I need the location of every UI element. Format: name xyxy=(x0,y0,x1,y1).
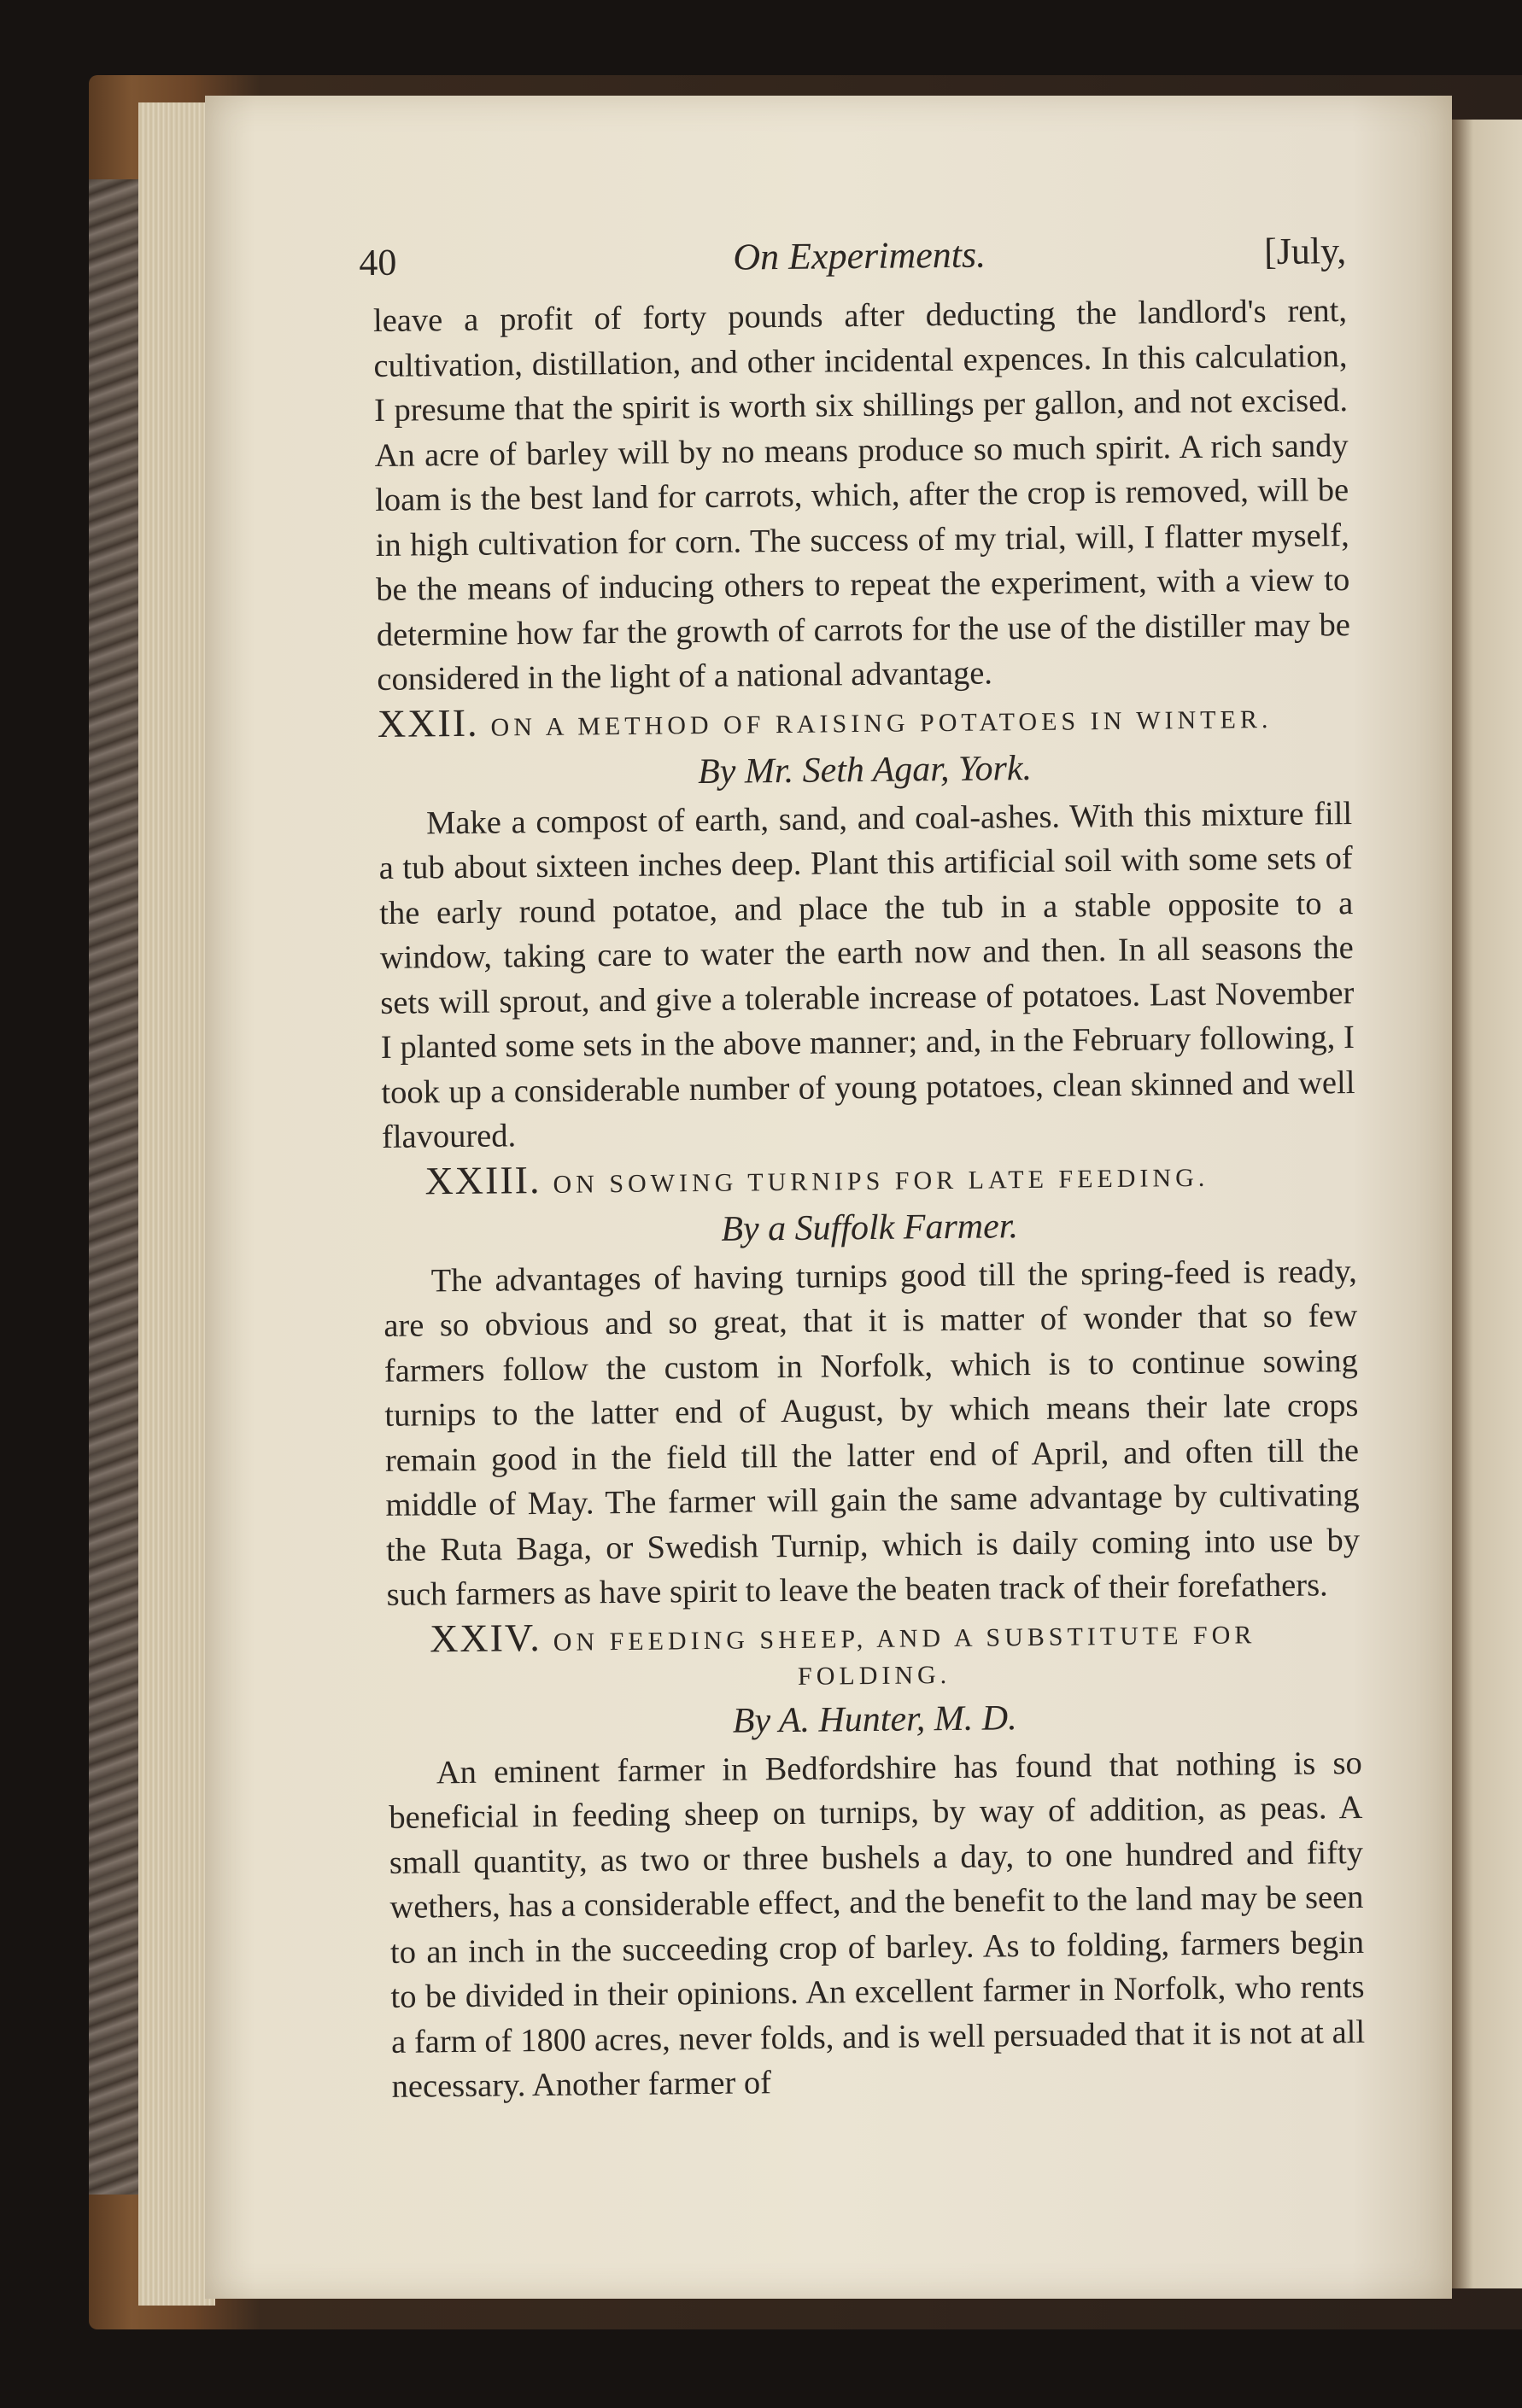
section-byline: By a Suffolk Farmer. xyxy=(721,1206,1019,1249)
page-text-block xyxy=(359,229,1366,2109)
section-title: ON FEEDING SHEEP, AND A SUBSTITUTE FOR xyxy=(553,1620,1256,1657)
section-title-continued: FOLDING. xyxy=(797,1660,951,1691)
running-month: [July, xyxy=(1263,230,1347,273)
section-body: An eminent farmer in Bedfordshire has found that nothing is so beneficial in feeding sheep on turnips, by way of addition, as peas. A small quantity, as two or three bushels a day, to one hundred and fifty wethers, has a considerable effect, and the benefit to the land may be seen to an inch in the succeeding crop of barley. As to folding, farmers begin to be divided in their opinions. An excellent farmer in Norfolk, who rents a farm of 1800 acres, never folds, and is well persuaded that it is not at all necessary. Another farmer of xyxy=(389,1745,1366,2105)
page-edges xyxy=(138,102,215,2306)
section-number: XXIII. xyxy=(424,1157,541,1202)
section-byline: By Mr. Seth Agar, York. xyxy=(697,748,1033,792)
running-head xyxy=(359,229,1347,294)
section-title: ON A METHOD OF RAISING POTATOES IN WINTER. xyxy=(490,704,1273,742)
section-number: XXIV. xyxy=(429,1615,541,1660)
marbled-board-edge xyxy=(89,179,138,2195)
section-body: Make a compost of earth, sand, and coal-ashes. With this mixture fill a tub about sixteen inches deep. Plant this artificial soil with some sets of the early round potatoe, and place the tub in a stable opposite to a window, taking care to water the earth now and then. In all seasons the sets will sprout, and give a tolerable increase of potatoes. Last November I planted some sets in the above manner; and, in the February following, I took up a considerable number of young potatoes, clean skinned and well flavoured. xyxy=(378,795,1355,1155)
continued-paragraph: leave a profit of forty pounds after deducting the landlord's rent, cultivation, distillation, and other incidental expences. In this calculation, I presume that the spirit is worth six shillings per gallon, and not excised. An acre of barley will by no means produce so much spirit. A rich sandy loam is the best land for carrots, which, after the crop is removed, will be in high cultivation for corn. The success of my trial, will, I flatter myself, be the means of inducing others to repeat the experiment, with a view to determine how far the growth of carrots for the use of the distiller may be considered in the light of a national advantage. xyxy=(372,293,1351,698)
section-title: ON SOWING TURNIPS FOR LATE FEEDING. xyxy=(553,1163,1209,1199)
section-number: XXII. xyxy=(377,700,479,745)
running-title: On Experiments. xyxy=(733,233,986,278)
section-byline: By A. Hunter, M. D. xyxy=(732,1698,1017,1741)
adjacent-page-edge xyxy=(1452,120,1522,2288)
section-body: The advantages of having turnips good till the spring-feed is ready, are so obvious and so great, that it is matter of wonder that so few farmers follow the custom in Norfolk, which is to continue sowing turnips to the latter end of August, by which means their late crops remain good in the field till the latter end of April, and often till the middle of May. The farmer will gain the same advantage by cultivating the Ruta Baga, or Swedish Turnip, which is daily coming into use by such farmers as have spirit to leave the beaten track of their forefathers. xyxy=(383,1253,1361,1613)
page-number: 40 xyxy=(359,241,397,284)
